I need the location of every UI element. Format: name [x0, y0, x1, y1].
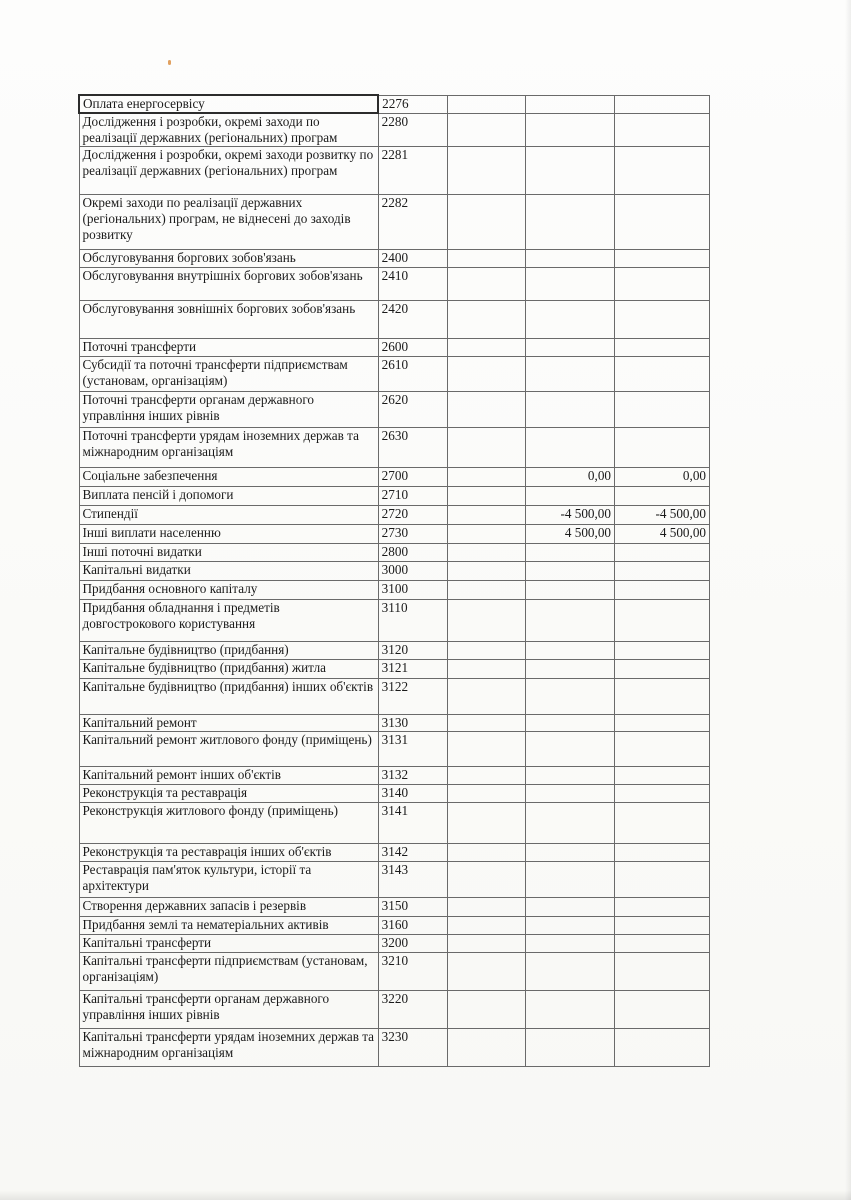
row-name-cell: Капітальний ремонт інших об'єктів: [79, 767, 378, 785]
row-value-cell-3: [615, 195, 710, 250]
row-value-cell-1: [447, 339, 526, 357]
row-value-cell-1: [447, 844, 526, 862]
row-name-cell: Придбання обладнання і предметів довгострокового користування: [79, 600, 378, 642]
row-value-cell-3: [615, 268, 710, 301]
row-value-cell-2: [526, 339, 615, 357]
row-name-cell: Обслуговування зовнішніх боргових зобов'язань: [79, 301, 378, 339]
row-value-cell-3: [615, 581, 710, 600]
row-code-cell: 2410: [378, 268, 447, 301]
row-value-cell-2: [526, 732, 615, 767]
row-value-cell-3: [615, 785, 710, 803]
row-value-cell-3: [615, 991, 710, 1029]
row-name-cell: Капітальне будівництво (придбання) інших об'єктів: [79, 679, 378, 715]
row-value-cell-1: [447, 642, 526, 660]
row-value-cell-2: [526, 642, 615, 660]
row-code-cell: 2281: [378, 147, 447, 195]
row-value-cell-2: [526, 268, 615, 301]
row-name-cell: Капітальні трансферти: [79, 935, 378, 953]
row-code-cell: 2630: [378, 428, 447, 468]
table-row: [79, 581, 710, 600]
table-row: [79, 785, 710, 803]
table-row: [79, 487, 710, 506]
row-value-cell-1: [447, 468, 526, 487]
row-value-cell-1: [447, 268, 526, 301]
table-row: [79, 1029, 710, 1067]
row-name-cell: Поточні трансферти урядам іноземних держав та міжнародним організаціям: [79, 428, 378, 468]
row-value-cell-3: 4 500,00: [615, 525, 710, 544]
row-code-cell: 3150: [378, 898, 447, 917]
table-row: [79, 660, 710, 679]
row-value-cell-2: [526, 428, 615, 468]
row-value-cell-1: [447, 679, 526, 715]
row-name-cell: Оплата енергосервісу: [79, 95, 378, 113]
row-value-cell-2: [526, 392, 615, 428]
row-value-cell-3: [615, 95, 710, 113]
row-value-cell-1: [447, 715, 526, 732]
table-row: [79, 525, 710, 544]
row-value-cell-1: [447, 562, 526, 581]
table-row: [79, 113, 710, 147]
row-value-cell-2: 0,00: [526, 468, 615, 487]
row-value-cell-1: [447, 95, 526, 113]
row-name-cell: Капітальний ремонт: [79, 715, 378, 732]
row-value-cell-1: [447, 525, 526, 544]
row-value-cell-1: [447, 487, 526, 506]
row-value-cell-3: [615, 679, 710, 715]
row-value-cell-2: -4 500,00: [526, 506, 615, 525]
row-value-cell-2: [526, 195, 615, 250]
table-row: [79, 991, 710, 1029]
row-name-cell: Соціальне забезпечення: [79, 468, 378, 487]
row-code-cell: 2720: [378, 506, 447, 525]
expenditure-table-body: [79, 95, 710, 1067]
table-row: [79, 428, 710, 468]
row-name-cell: Реконструкція та реставрація інших об'єктів: [79, 844, 378, 862]
row-value-cell-2: [526, 301, 615, 339]
row-name-cell: Виплата пенсій і допомоги: [79, 487, 378, 506]
row-value-cell-3: [615, 250, 710, 268]
row-value-cell-1: [447, 862, 526, 898]
row-value-cell-3: [615, 767, 710, 785]
row-code-cell: 3110: [378, 600, 447, 642]
row-code-cell: 3220: [378, 991, 447, 1029]
row-value-cell-1: [447, 428, 526, 468]
row-code-cell: 3000: [378, 562, 447, 581]
row-code-cell: 3142: [378, 844, 447, 862]
row-value-cell-1: [447, 785, 526, 803]
row-value-cell-3: [615, 642, 710, 660]
row-code-cell: 2730: [378, 525, 447, 544]
row-name-cell: Стипендії: [79, 506, 378, 525]
row-name-cell: Придбання основного капіталу: [79, 581, 378, 600]
row-value-cell-3: [615, 600, 710, 642]
row-value-cell-3: [615, 357, 710, 392]
row-code-cell: 2800: [378, 544, 447, 562]
row-value-cell-2: [526, 898, 615, 917]
row-name-cell: Інші виплати населенню: [79, 525, 378, 544]
row-value-cell-3: [615, 339, 710, 357]
table-row: [79, 679, 710, 715]
row-value-cell-3: [615, 428, 710, 468]
table-row: [79, 935, 710, 953]
row-value-cell-2: [526, 147, 615, 195]
row-code-cell: 2710: [378, 487, 447, 506]
row-value-cell-3: [615, 301, 710, 339]
row-code-cell: 3131: [378, 732, 447, 767]
row-code-cell: 3200: [378, 935, 447, 953]
page-edge-shadow: [845, 0, 851, 1200]
row-value-cell-1: [447, 767, 526, 785]
row-code-cell: 3122: [378, 679, 447, 715]
row-value-cell-3: [615, 392, 710, 428]
row-value-cell-3: [615, 487, 710, 506]
row-value-cell-1: [447, 935, 526, 953]
row-value-cell-2: [526, 953, 615, 991]
row-value-cell-1: [447, 544, 526, 562]
row-code-cell: 3140: [378, 785, 447, 803]
row-value-cell-1: [447, 803, 526, 844]
row-name-cell: Реконструкція та реставрація: [79, 785, 378, 803]
row-code-cell: 3121: [378, 660, 447, 679]
row-value-cell-1: [447, 250, 526, 268]
row-value-cell-3: -4 500,00: [615, 506, 710, 525]
table-row: [79, 357, 710, 392]
row-value-cell-3: [615, 732, 710, 767]
row-value-cell-1: [447, 991, 526, 1029]
row-code-cell: 3141: [378, 803, 447, 844]
row-name-cell: Придбання землі та нематеріальних активів: [79, 917, 378, 935]
row-name-cell: Реконструкція житлового фонду (приміщень): [79, 803, 378, 844]
row-value-cell-3: [615, 917, 710, 935]
row-value-cell-2: [526, 862, 615, 898]
table-row: [79, 544, 710, 562]
row-value-cell-2: [526, 544, 615, 562]
row-value-cell-3: [615, 715, 710, 732]
table-row: [79, 301, 710, 339]
row-name-cell: Дослідження і розробки, окремі заходи розвитку по реалізації державних (регіональних) програм: [79, 147, 378, 195]
row-value-cell-3: [615, 803, 710, 844]
row-code-cell: 2280: [378, 113, 447, 147]
row-value-cell-2: [526, 1029, 615, 1067]
row-value-cell-2: [526, 715, 615, 732]
row-value-cell-1: [447, 1029, 526, 1067]
row-value-cell-2: [526, 562, 615, 581]
row-name-cell: Обслуговування внутрішніх боргових зобов'язань: [79, 268, 378, 301]
row-code-cell: 3132: [378, 767, 447, 785]
row-value-cell-1: [447, 732, 526, 767]
row-name-cell: Капітальне будівництво (придбання): [79, 642, 378, 660]
row-value-cell-3: [615, 898, 710, 917]
row-code-cell: 3100: [378, 581, 447, 600]
row-value-cell-1: [447, 581, 526, 600]
table-row: [79, 642, 710, 660]
row-value-cell-2: [526, 357, 615, 392]
row-value-cell-3: [615, 562, 710, 581]
table-row: [79, 844, 710, 862]
table-row: [79, 898, 710, 917]
row-value-cell-3: 0,00: [615, 468, 710, 487]
row-value-cell-2: [526, 803, 615, 844]
row-value-cell-1: [447, 506, 526, 525]
row-value-cell-3: [615, 147, 710, 195]
row-name-cell: Капітальні трансферти органам державного управління інших рівнів: [79, 991, 378, 1029]
row-value-cell-1: [447, 357, 526, 392]
row-value-cell-1: [447, 301, 526, 339]
row-name-cell: Обслуговування боргових зобов'язань: [79, 250, 378, 268]
table-row: [79, 953, 710, 991]
row-code-cell: 2600: [378, 339, 447, 357]
row-name-cell: Створення державних запасів і резервів: [79, 898, 378, 917]
row-value-cell-2: [526, 935, 615, 953]
row-value-cell-2: [526, 991, 615, 1029]
row-value-cell-1: [447, 953, 526, 991]
row-code-cell: 2282: [378, 195, 447, 250]
row-value-cell-1: [447, 600, 526, 642]
row-value-cell-3: [615, 660, 710, 679]
row-code-cell: 2400: [378, 250, 447, 268]
row-code-cell: 2610: [378, 357, 447, 392]
table-row: [79, 767, 710, 785]
row-name-cell: Поточні трансферти: [79, 339, 378, 357]
row-value-cell-1: [447, 147, 526, 195]
table-row: [79, 803, 710, 844]
row-value-cell-2: [526, 844, 615, 862]
row-value-cell-2: [526, 487, 615, 506]
row-name-cell: Субсидії та поточні трансферти підприємствам (установам, організаціям): [79, 357, 378, 392]
row-code-cell: 3210: [378, 953, 447, 991]
row-value-cell-1: [447, 660, 526, 679]
row-value-cell-1: [447, 113, 526, 147]
row-code-cell: 2420: [378, 301, 447, 339]
table-row: [79, 392, 710, 428]
page-bottom-shadow: [0, 1190, 851, 1200]
row-name-cell: Капітальні видатки: [79, 562, 378, 581]
table-row: [79, 339, 710, 357]
row-code-cell: 3143: [378, 862, 447, 898]
row-name-cell: Поточні трансферти органам державного управління інших рівнів: [79, 392, 378, 428]
row-code-cell: 2276: [378, 95, 447, 113]
row-value-cell-2: [526, 95, 615, 113]
row-code-cell: 2620: [378, 392, 447, 428]
row-code-cell: 3130: [378, 715, 447, 732]
table-row: [79, 268, 710, 301]
row-value-cell-1: [447, 917, 526, 935]
table-row: [79, 600, 710, 642]
row-value-cell-3: [615, 844, 710, 862]
table-row: [79, 147, 710, 195]
row-code-cell: 2700: [378, 468, 447, 487]
row-value-cell-2: [526, 767, 615, 785]
table-row: [79, 95, 710, 113]
row-value-cell-2: 4 500,00: [526, 525, 615, 544]
row-value-cell-2: [526, 250, 615, 268]
row-value-cell-3: [615, 544, 710, 562]
table-row: [79, 862, 710, 898]
row-name-cell: Капітальні трансферти підприємствам (установам, організаціям): [79, 953, 378, 991]
row-value-cell-1: [447, 898, 526, 917]
row-value-cell-2: [526, 113, 615, 147]
row-value-cell-3: [615, 862, 710, 898]
table-row: [79, 195, 710, 250]
row-name-cell: Реставрація пам'яток культури, історії та архітектури: [79, 862, 378, 898]
row-code-cell: 3160: [378, 917, 447, 935]
row-value-cell-3: [615, 953, 710, 991]
row-value-cell-2: [526, 917, 615, 935]
row-name-cell: Дослідження і розробки, окремі заходи по реалізації державних (регіональних) програм: [79, 113, 378, 147]
row-value-cell-2: [526, 660, 615, 679]
row-value-cell-3: [615, 113, 710, 147]
row-value-cell-3: [615, 1029, 710, 1067]
row-name-cell: Капітальні трансферти урядам іноземних держав та міжнародним організаціям: [79, 1029, 378, 1067]
row-name-cell: Окремі заходи по реалізації державних (регіональних) програм, не віднесені до заходів розвитку: [79, 195, 378, 250]
paper-speck: [168, 60, 171, 65]
row-name-cell: Капітальний ремонт житлового фонду (приміщень): [79, 732, 378, 767]
table-row: [79, 562, 710, 581]
table-row: [79, 250, 710, 268]
table-row: [79, 917, 710, 935]
row-value-cell-1: [447, 195, 526, 250]
expenditure-table: [78, 94, 710, 1067]
row-name-cell: Інші поточні видатки: [79, 544, 378, 562]
row-value-cell-2: [526, 581, 615, 600]
row-value-cell-2: [526, 600, 615, 642]
row-name-cell: Капітальне будівництво (придбання) житла: [79, 660, 378, 679]
table-row: [79, 715, 710, 732]
row-code-cell: 3120: [378, 642, 447, 660]
table-row: [79, 732, 710, 767]
row-value-cell-2: [526, 679, 615, 715]
row-value-cell-1: [447, 392, 526, 428]
row-value-cell-3: [615, 935, 710, 953]
row-code-cell: 3230: [378, 1029, 447, 1067]
table-row: [79, 468, 710, 487]
table-row: [79, 506, 710, 525]
row-value-cell-2: [526, 785, 615, 803]
